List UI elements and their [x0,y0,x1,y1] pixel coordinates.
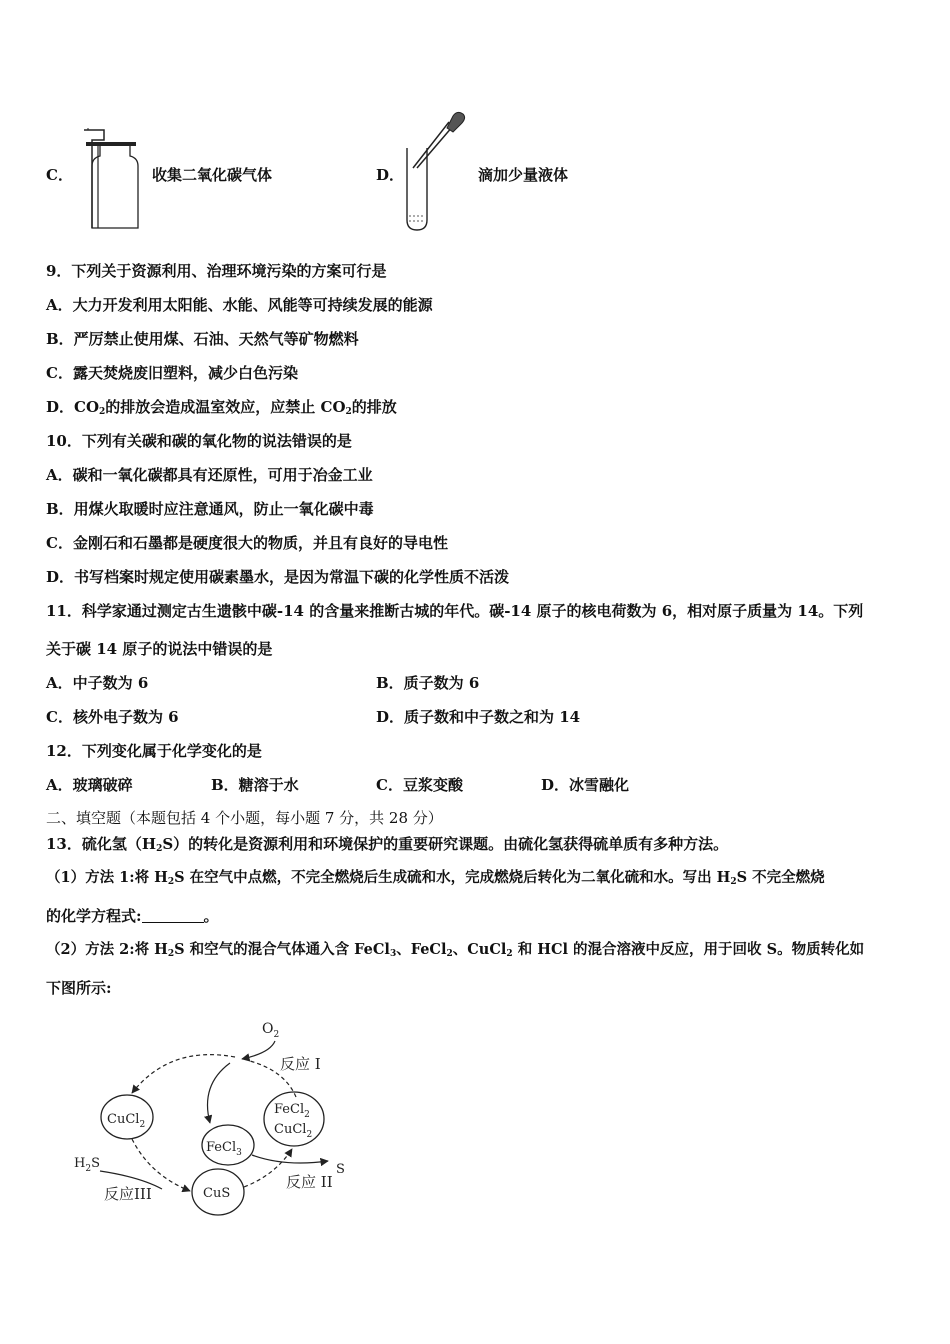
o2-arrow [242,1041,275,1059]
option-d-caption: 滴加少量液体 [478,166,569,184]
cus-label: CuS [203,1186,231,1201]
q9-option-d: D．$CO_2$的排放会造成温室效应，应禁止 $CO_2$的排放 [46,398,397,417]
q13-part1-line2: 的化学方程式: 。 [46,907,219,925]
q9-option-a: A．大力开发利用太阳能、水能、风能等可持续发展的能源 [46,296,433,314]
section-2-heading: 二、填空题（本题包括 4 个小题，每小题 7 分，共 28 分） [46,809,443,827]
q10-option-d: D．书写档案时规定使用碳素墨水，是因为常温下碳的化学性质不活泼 [46,568,510,586]
fecl3-label: FeCl$_3$ [206,1140,242,1158]
q13-part1-line1: （1）方法 1:将 $H_2S$ 在空气中点燃，不完全燃烧后生成硫和水，完成燃烧后转化为二氧化硫和水。写出 $H_2S$ 不完全燃烧 [46,869,825,887]
reaction-cycle-diagram [70,1015,360,1225]
reaction-2-label: 反应 II [286,1173,333,1191]
dashed-arc-to-cucl2 [132,1055,235,1093]
q10-option-a: A．碳和一氧化碳都具有还原性，可用于冶金工业 [46,466,373,484]
q12-stem: 12．下列变化属于化学变化的是 [46,742,262,760]
q13-stem: 13．硫化氢$(H_2S)$的转化是资源利用和环境保护的重要研究课题。由硫化氢获得硫单质有多种方法。 [46,835,729,854]
option-c-letter: C． [46,166,73,184]
q10-option-c: C．金刚石和石墨都是硬度很大的物质，并且有良好的导电性 [46,534,448,552]
o2-label: $O_2$ [262,1021,280,1040]
answer-blank[interactable] [142,908,204,923]
q12-option-a: A．玻璃破碎 [46,776,133,794]
solid-arrow-to-fecl3 [208,1063,231,1123]
q9-option-c: C．露天焚烧废旧塑料，减少白色污染 [46,364,298,382]
q12-option-c: C．豆浆变酸 [376,776,463,794]
q11-stem-line1: 11．科学家通过测定古生遗骸中碳-14 的含量来推断古城的年代。碳-14 原子的核电荷数为 6，相对原子质量为 14。下列 [46,602,864,620]
q11-option-d: D．质子数和中子数之和为 14 [376,708,581,726]
dashed-cucl2-to-cus [132,1139,190,1191]
gas-collection-bottle-figure [78,128,140,232]
q12-option-b: B．糖溶于水 [211,776,299,794]
cucl2-label: CuCl$_2$ [107,1112,146,1130]
q11-option-c: C．核外电子数为 6 [46,708,179,726]
q11-option-b: B．质子数为 6 [376,674,480,692]
fecl2-label: FeCl$_2$ [274,1102,310,1120]
q9-option-b: B．严厉禁止使用煤、石油、天然气等矿物燃料 [46,330,359,348]
q10-stem: 10．下列有关碳和碳的氧化物的说法错误的是 [46,432,352,450]
q11-stem-line2: 关于碳 14 原子的说法中错误的是 [46,640,273,658]
s-label: S [336,1162,345,1177]
option-c-caption: 收集二氧化碳气体 [152,166,273,184]
option-d-letter: D． [376,166,405,184]
q11-option-a: A．中子数为 6 [46,674,149,692]
q10-option-b: B．用煤火取暖时应注意通风，防止一氧化碳中毒 [46,500,374,518]
q13-part2-line2: 下图所示: [46,979,112,997]
dropper-test-tube-figure [405,108,469,234]
h2s-label: $H_2S$ [74,1156,100,1174]
fecl3-to-s-arrow [252,1155,328,1163]
q9-stem: 9．下列关于资源利用、治理环境污染的方案可行是 [46,262,387,280]
reaction-3-label: 反应III [104,1185,152,1203]
cucl2b-label: CuCl$_2$ [274,1122,313,1140]
reaction-1-label: 反应 I [280,1055,321,1073]
fecl2-cucl2-circle [264,1092,324,1146]
q13-part2-line1: （2）方法 2:将 $H_2S$ 和空气的混合气体通入含 FeCl$_3$、FeCl$_2$、CuCl$_2$ 和 HCl 的混合溶液中反应，用于回收 S。物质转化如 [46,941,865,959]
q12-option-d: D．冰雪融化 [541,776,630,794]
